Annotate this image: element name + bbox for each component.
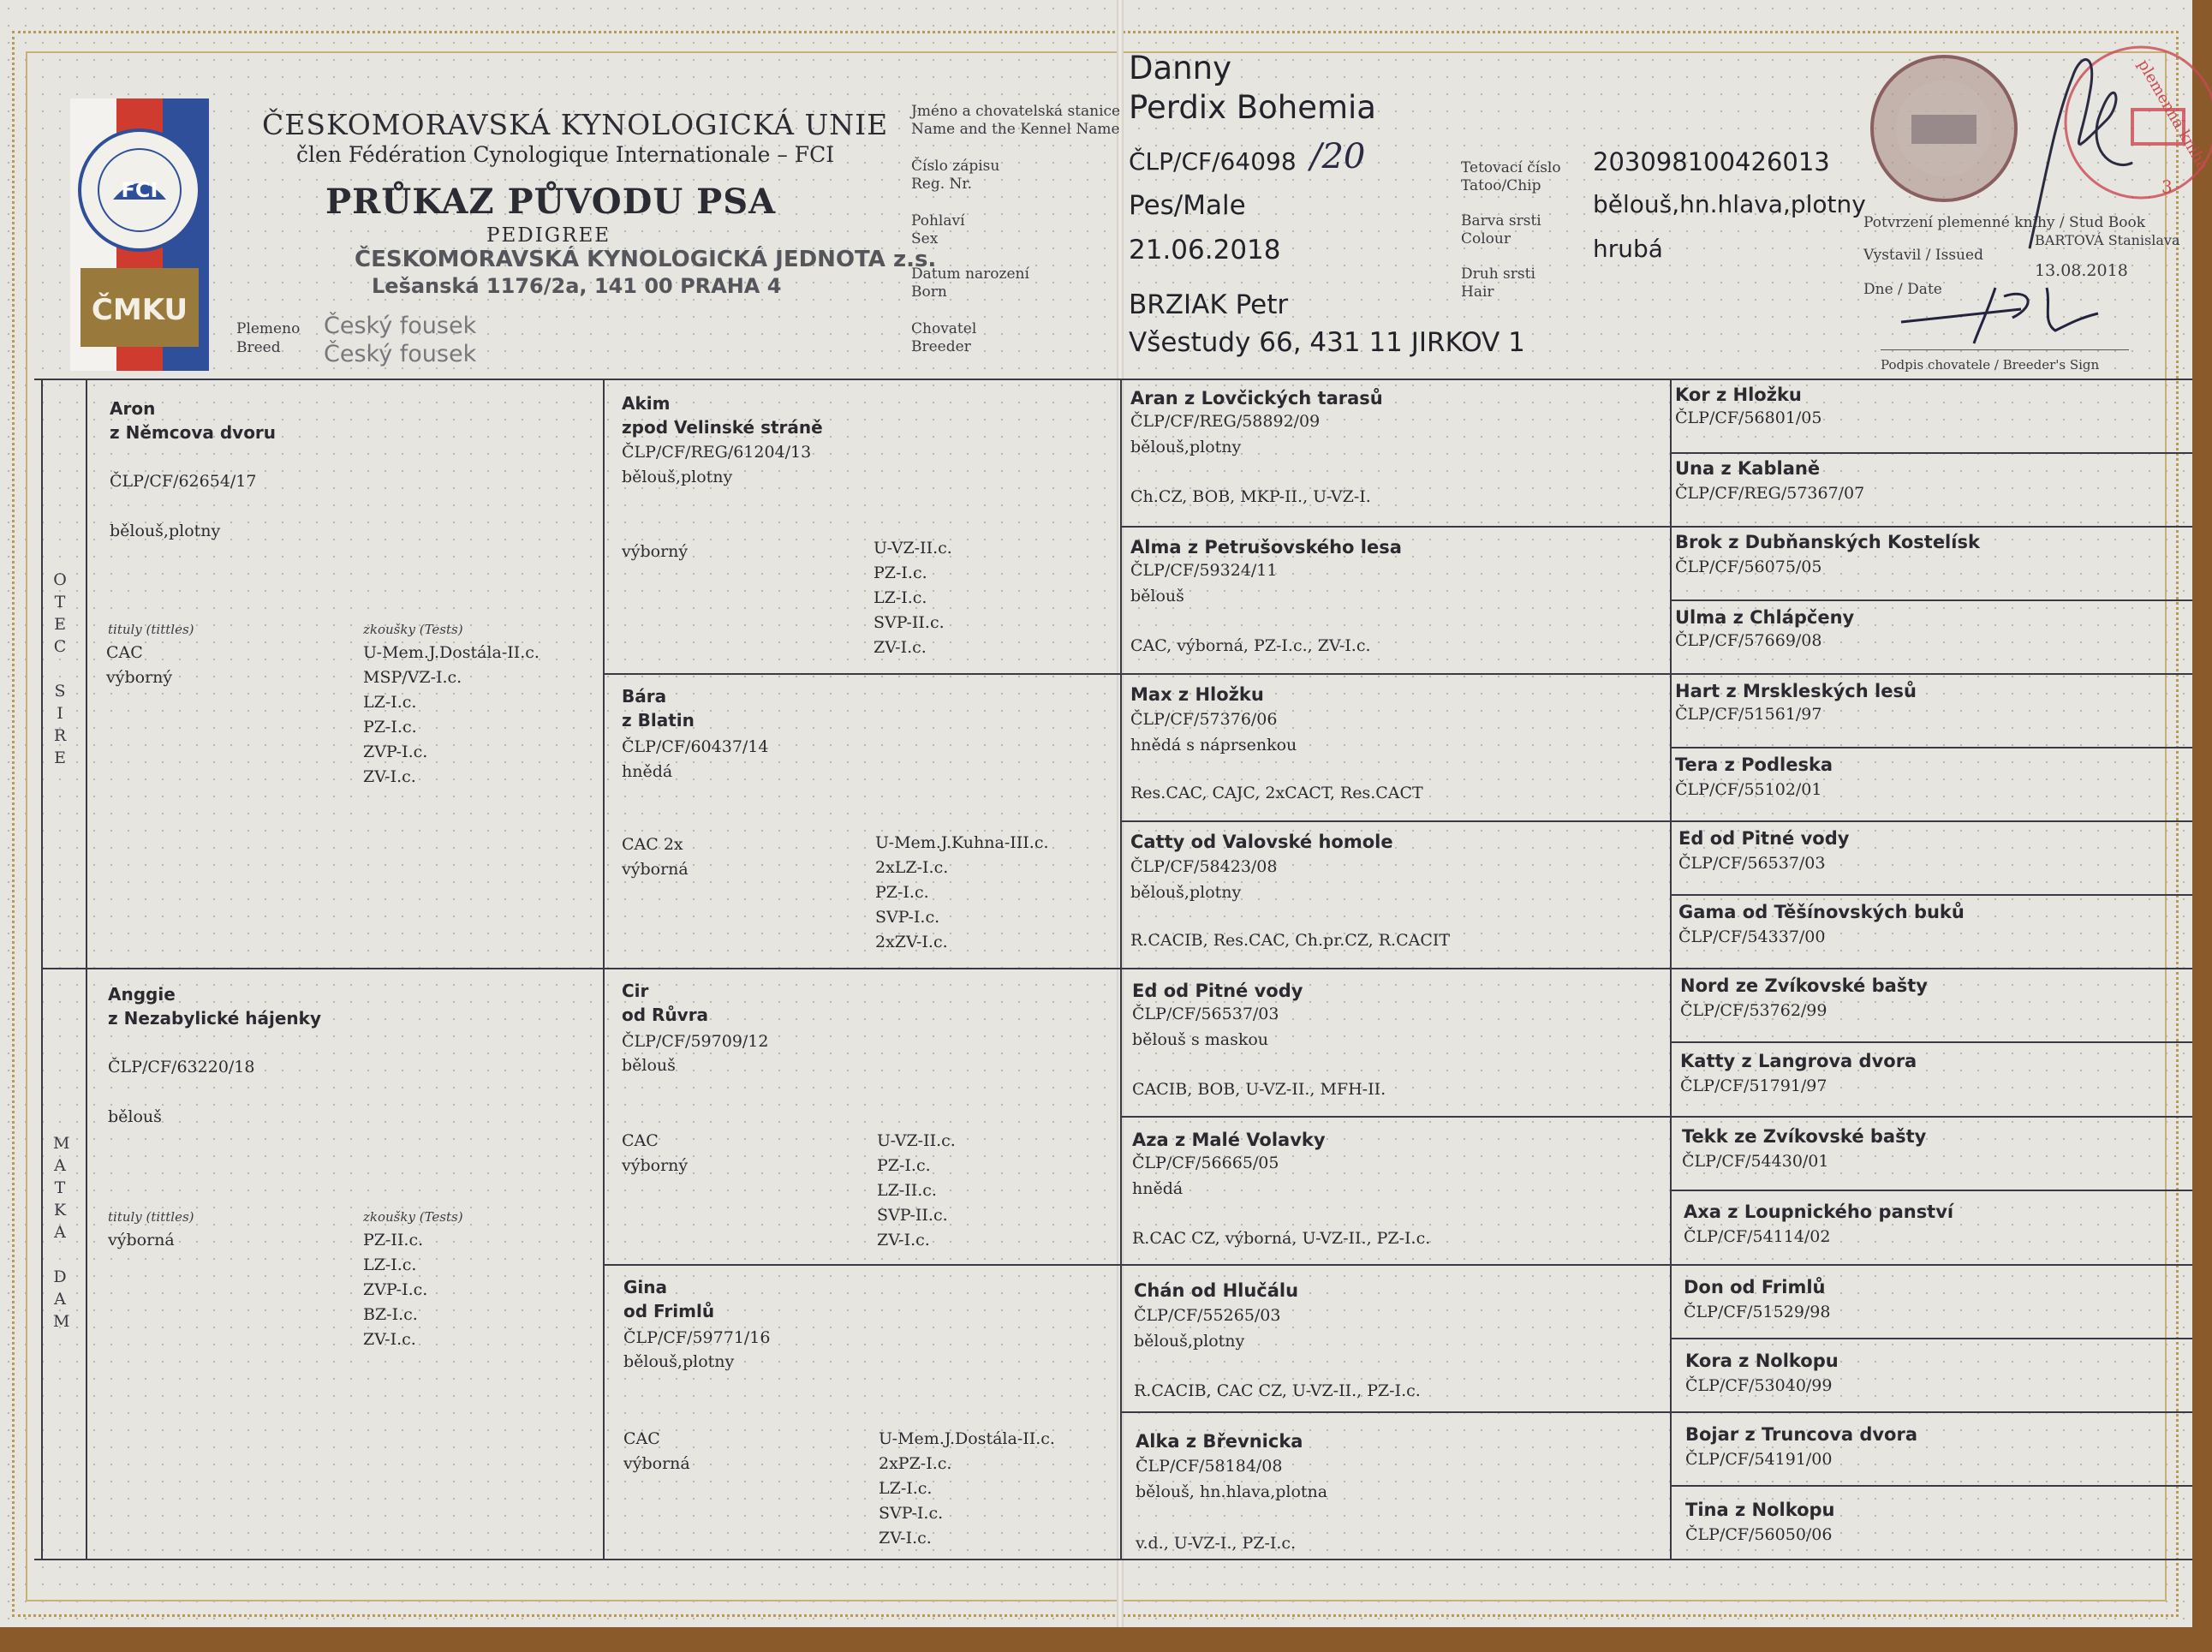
gen4-10-name: Katty z Langrova dvora: [1680, 1051, 1917, 1071]
gen4-14-reg: ČLP/CF/53040/99: [1685, 1376, 1833, 1395]
dam-kennel: z Nezabylické hájenky: [108, 1008, 321, 1029]
born-label: Datum narození Born: [911, 265, 1029, 301]
gen2-4-titles: CAC výborná: [623, 1429, 690, 1473]
gen4-11-name: Tekk ze Zvíkovské bašty: [1682, 1126, 1927, 1147]
studbook-confirm-label: Potvrzení plemenné knihy / Stud Book: [1863, 214, 2146, 231]
grid-col2-line: [603, 379, 605, 1560]
gen3-5-colour: bělouš s maskou: [1132, 1030, 1269, 1049]
gen2-1-kennel: zpod Velinské stráně: [622, 417, 823, 438]
breeder-label: Chovatel Breeder: [911, 320, 977, 355]
gen3-5-name: Ed od Pitné vody: [1132, 981, 1303, 1001]
gen3-7-titles: R.CACIB, CAC CZ, U-VZ-II., PZ-I.c.: [1134, 1381, 1421, 1400]
gen4-8-name: Gama od Těšínovských buků: [1678, 902, 1965, 922]
issue-date: 13.08.2018: [2035, 261, 2128, 280]
grid-e3-line: [1120, 820, 2192, 822]
gen3-8-reg: ČLP/CF/58184/08: [1136, 1457, 1283, 1476]
dog-chip: 203098100426013: [1593, 147, 1830, 176]
sire-colour: bělouš,plotny: [110, 522, 221, 540]
gen3-6-name: Aza z Malé Volavky: [1132, 1130, 1326, 1150]
grid-s9-line: [1670, 1041, 2192, 1043]
grid-side-line: [86, 379, 87, 1560]
issuer-name: BARTOVÁ Stanislava: [2035, 232, 2180, 248]
gen3-1-colour: bělouš,plotny: [1130, 438, 1242, 456]
gen4-6-name: Tera z Podleska: [1675, 754, 1833, 775]
gen2-4-colour: bělouš,plotny: [623, 1352, 735, 1371]
date-label: Dne / Date: [1863, 281, 1942, 298]
breed-value-2: Český fousek: [324, 341, 477, 367]
colour-label: Barva srsti Colour: [1461, 212, 1541, 248]
grid-s13-line: [1670, 1338, 2192, 1339]
org-member: člen Fédération Cynologique Internationale – FCI: [296, 142, 835, 167]
grid-left-line: [41, 379, 43, 1560]
grid-s7-line: [1670, 894, 2192, 896]
gen3-6-titles: R.CAC CZ, výborná, U-VZ-II., PZ-I.c.: [1132, 1229, 1431, 1248]
grid-e7-line: [1120, 1411, 2192, 1413]
gen3-3-titles: Res.CAC, CAJC, 2xCACT, Res.CACT: [1130, 784, 1423, 802]
gen3-5-reg: ČLP/CF/56537/03: [1132, 1005, 1279, 1023]
stamp-number: 3: [2161, 176, 2173, 197]
gen2-2-kennel: z Blatin: [622, 710, 695, 731]
grid-col3-line: [1120, 379, 1122, 1560]
dam-side-label: M A T K A D A M: [53, 1134, 70, 1331]
gen2-3-name: Cir: [622, 981, 649, 1001]
club-address: Lešanská 1176/2a, 141 00 PRAHA 4: [372, 274, 782, 298]
gen3-1-reg: ČLP/CF/REG/58892/09: [1130, 412, 1321, 431]
gen3-1-name: Aran z Lovčických tarasů: [1130, 388, 1383, 409]
dam-titles: výborná: [108, 1231, 175, 1249]
stamp-text: plemenná kniha: [2133, 57, 2212, 174]
gen4-13-name: Don od Frimlů: [1684, 1277, 1826, 1297]
gen4-5-reg: ČLP/CF/51561/97: [1675, 705, 1822, 724]
breeder-sign-label: Podpis chovatele / Breeder's Sign: [1881, 357, 2100, 373]
gen3-5-titles: CACIB, BOB, U-VZ-II., MFH-II.: [1132, 1080, 1386, 1099]
grid-s11-line: [1670, 1190, 2192, 1191]
gen3-4-reg: ČLP/CF/58423/08: [1130, 857, 1278, 876]
gen4-15-name: Bojar z Truncova dvora: [1685, 1424, 1918, 1445]
sex-label: Pohlaví Sex: [911, 212, 965, 248]
gen3-8-name: Alka z Břevnicka: [1136, 1431, 1303, 1452]
gen2-3-reg: ČLP/CF/59709/12: [622, 1032, 769, 1051]
svg-text:FCI: FCI: [121, 178, 158, 202]
dog-hair: hrubá: [1593, 235, 1663, 263]
reg-label: Číslo zápisu Reg. Nr.: [911, 158, 1000, 193]
sire-name: Aron: [110, 398, 156, 419]
gen3-7-colour: bělouš,plotny: [1134, 1332, 1245, 1351]
grid-q3-line: [603, 1264, 2192, 1266]
breed-value: Český fousek: [324, 313, 477, 339]
gen4-14-name: Kora z Nolkopu: [1685, 1351, 1839, 1371]
dam-exams: PZ-II.c. LZ-I.c. ZVP-I.c. BZ-I.c. ZV-I.c.: [363, 1231, 428, 1349]
gen3-3-reg: ČLP/CF/57376/06: [1130, 710, 1278, 729]
dog-name: Danny: [1129, 50, 1231, 86]
gen3-1-titles: Ch.CZ, BOB, MKP-II., U-VZ-I.: [1130, 487, 1371, 506]
gen4-7-reg: ČLP/CF/56537/03: [1678, 854, 1826, 873]
club-name: ČESKOMORAVSKÁ KYNOLOGICKÁ JEDNOTA z.s.: [355, 247, 937, 272]
gen4-12-reg: ČLP/CF/54114/02: [1684, 1227, 1831, 1246]
gen4-6-reg: ČLP/CF/55102/01: [1675, 780, 1822, 799]
gen2-3-titles: CAC výborný: [622, 1131, 689, 1175]
breed-label: Plemeno: [236, 320, 301, 337]
dog-colour: bělouš,hn.hlava,plotny: [1593, 190, 1866, 218]
sire-titles-label: tituly (tittles): [108, 622, 194, 637]
gen4-4-reg: ČLP/CF/57669/08: [1675, 631, 1822, 650]
grid-s1-line: [1670, 452, 2192, 454]
gen3-8-colour: bělouš, hn.hlava,plotna: [1136, 1482, 1328, 1501]
sire-kennel: z Němcova dvoru: [110, 422, 277, 443]
dog-reg: ČLP/CF/64098: [1129, 147, 1297, 176]
grid-q1-line: [603, 673, 2192, 675]
gen2-1-reg: ČLP/CF/REG/61204/13: [622, 443, 812, 462]
gen3-4-colour: bělouš,plotny: [1130, 883, 1242, 902]
gen2-2-titles: CAC 2x výborná: [622, 835, 689, 879]
breeder-name: BRZIAK Petr: [1129, 289, 1289, 320]
gen2-1-exams: U-VZ-II.c. PZ-I.c. LZ-I.c. SVP-II.c. ZV-I.c.: [873, 539, 952, 657]
gen2-4-exams: U-Mem.J.Dostála-II.c. 2xPZ-I.c. LZ-I.c. SVP-I.c. ZV-I.c.: [879, 1429, 1055, 1548]
gen3-7-reg: ČLP/CF/55265/03: [1134, 1306, 1281, 1325]
gen2-4-name: Gina: [623, 1277, 668, 1297]
sire-side-label: O T E C S I R E: [53, 570, 67, 767]
dam-exams-label: zkoušky (Tests): [363, 1209, 463, 1225]
sire-exams: U-Mem.J.Dostála-II.c. MSP/VZ-I.c. LZ-I.c. PZ-I.c. ZVP-I.c. ZV-I.c.: [363, 643, 540, 786]
signature-line: [1881, 349, 2129, 350]
gen2-2-name: Bára: [622, 686, 667, 707]
gen4-2-reg: ČLP/CF/REG/57367/07: [1675, 484, 1865, 503]
gen3-4-name: Catty od Valovské homole: [1130, 832, 1393, 852]
grid-s15-line: [1670, 1485, 2192, 1487]
gen2-1-titles: výborný: [622, 542, 689, 561]
grid-s5-line: [1670, 747, 2192, 748]
gen2-4-kennel: od Frimlů: [623, 1301, 715, 1321]
sire-exams-label: zkoušky (Tests): [363, 622, 463, 637]
org-name: ČESKOMORAVSKÁ KYNOLOGICKÁ UNIE: [262, 108, 889, 141]
gen2-4-reg: ČLP/CF/59771/16: [623, 1328, 771, 1347]
breeder-signature: [1893, 271, 2107, 348]
gen3-2-titles: CAC, výborná, PZ-I.c., ZV-I.c.: [1130, 636, 1371, 655]
gen4-9-name: Nord ze Zvíkovské bašty: [1680, 975, 1928, 996]
doc-title: PRŮKAZ PŮVODU PSA: [325, 182, 777, 222]
gen2-3-exams: U-VZ-II.c. PZ-I.c. LZ-II.c. SVP-II.c. ZV-I.c.: [877, 1131, 956, 1249]
dog-born: 21.06.2018: [1129, 235, 1281, 265]
gen3-4-titles: R.CACIB, Res.CAC, Ch.pr.CZ, R.CACIT: [1130, 931, 1451, 950]
sire-titles: CAC výborný: [106, 643, 173, 687]
gen4-13-reg: ČLP/CF/51529/98: [1684, 1303, 1831, 1321]
gen3-6-colour: hnědá: [1132, 1179, 1184, 1198]
grid-s3-line: [1670, 599, 2192, 601]
gen4-16-name: Tina z Nolkopu: [1685, 1500, 1835, 1520]
gen4-2-name: Una z Kablaně: [1675, 458, 1821, 479]
gen3-8-titles: v.d., U-VZ-I., PZ-I.c.: [1136, 1534, 1297, 1553]
gen4-12-name: Axa z Loupnického panství: [1684, 1202, 1954, 1222]
dam-name: Anggie: [108, 984, 176, 1005]
gen2-2-reg: ČLP/CF/60437/14: [622, 737, 769, 756]
gen4-1-reg: ČLP/CF/56801/05: [1675, 409, 1822, 427]
dam-titles-label: tituly (tittles): [108, 1209, 194, 1225]
gen3-6-reg: ČLP/CF/56665/05: [1132, 1154, 1279, 1172]
gen2-3-colour: bělouš: [622, 1056, 676, 1075]
gen3-2-reg: ČLP/CF/59324/11: [1130, 561, 1278, 580]
gen4-16-reg: ČLP/CF/56050/06: [1685, 1525, 1833, 1544]
breed-label-en: Breed: [236, 339, 281, 356]
grid-e5-line: [1120, 1116, 2192, 1118]
gen2-2-exams: U-Mem.J.Kuhna-III.c. 2xLZ-I.c. PZ-I.c. SVP-I.c. 2xZV-I.c.: [875, 833, 1049, 951]
doc-subtitle: PEDIGREE: [486, 224, 611, 247]
grid-bottom-line: [34, 1559, 2192, 1560]
gen3-3-name: Max z Hložku: [1130, 684, 1264, 705]
grid-top-line: [34, 379, 2192, 380]
gen3-3-colour: hnědá s náprsenkou: [1130, 736, 1297, 754]
gen4-8-reg: ČLP/CF/54337/00: [1678, 927, 1826, 946]
gen3-7-name: Chán od Hlučálu: [1134, 1280, 1299, 1301]
gen3-2-name: Alma z Petrušovského lesa: [1130, 537, 1402, 558]
gen2-1-name: Akim: [622, 393, 671, 414]
gen2-2-colour: hnědá: [622, 762, 673, 781]
sire-reg: ČLP/CF/62654/17: [110, 472, 257, 491]
gen2-3-kennel: od Růvra: [622, 1005, 709, 1025]
dog-reg-suffix: /20: [1310, 137, 1366, 176]
breeder-address: Všestudy 66, 431 11 JIRKOV 1: [1129, 327, 1525, 358]
gen4-5-name: Hart z Mrskleských lesů: [1675, 681, 1917, 701]
gen4-9-reg: ČLP/CF/53762/99: [1680, 1001, 1827, 1020]
cmku-logo: [70, 98, 209, 371]
issued-label: Vystavil / Issued: [1863, 247, 1983, 264]
grid-col4-line: [1670, 379, 1672, 1560]
hair-label: Druh srsti Hair: [1461, 265, 1535, 301]
gen3-2-colour: bělouš: [1130, 587, 1184, 605]
gen2-1-colour: bělouš,plotny: [622, 468, 733, 486]
name-label: Jméno a chovatelská stanice Name and the Kennel Name: [911, 103, 1121, 138]
dam-reg: ČLP/CF/63220/18: [108, 1058, 255, 1076]
svg-text:ČMKU: ČMKU: [91, 293, 188, 327]
gen4-3-reg: ČLP/CF/56075/05: [1675, 558, 1822, 576]
gen4-15-reg: ČLP/CF/54191/00: [1685, 1450, 1833, 1469]
gen4-3-name: Brok z Dubňanských Kostelísk: [1675, 532, 1980, 552]
gen4-7-name: Ed od Pitné vody: [1678, 828, 1850, 849]
grid-mid-line: [41, 968, 2192, 969]
grid-e1-line: [1120, 526, 2192, 528]
gen4-10-reg: ČLP/CF/51791/97: [1680, 1076, 1827, 1095]
dog-kennel: Perdix Bohemia: [1129, 89, 1376, 126]
chip-label: Tetovací číslo Tatoo/Chip: [1461, 159, 1561, 194]
gen4-1-name: Kor z Hložku: [1675, 385, 1802, 405]
gen4-11-reg: ČLP/CF/54430/01: [1682, 1152, 1829, 1171]
gen4-4-name: Ulma z Chlápčeny: [1675, 607, 1855, 628]
dog-sex: Pes/Male: [1129, 190, 1246, 221]
dam-colour: bělouš: [108, 1107, 162, 1126]
